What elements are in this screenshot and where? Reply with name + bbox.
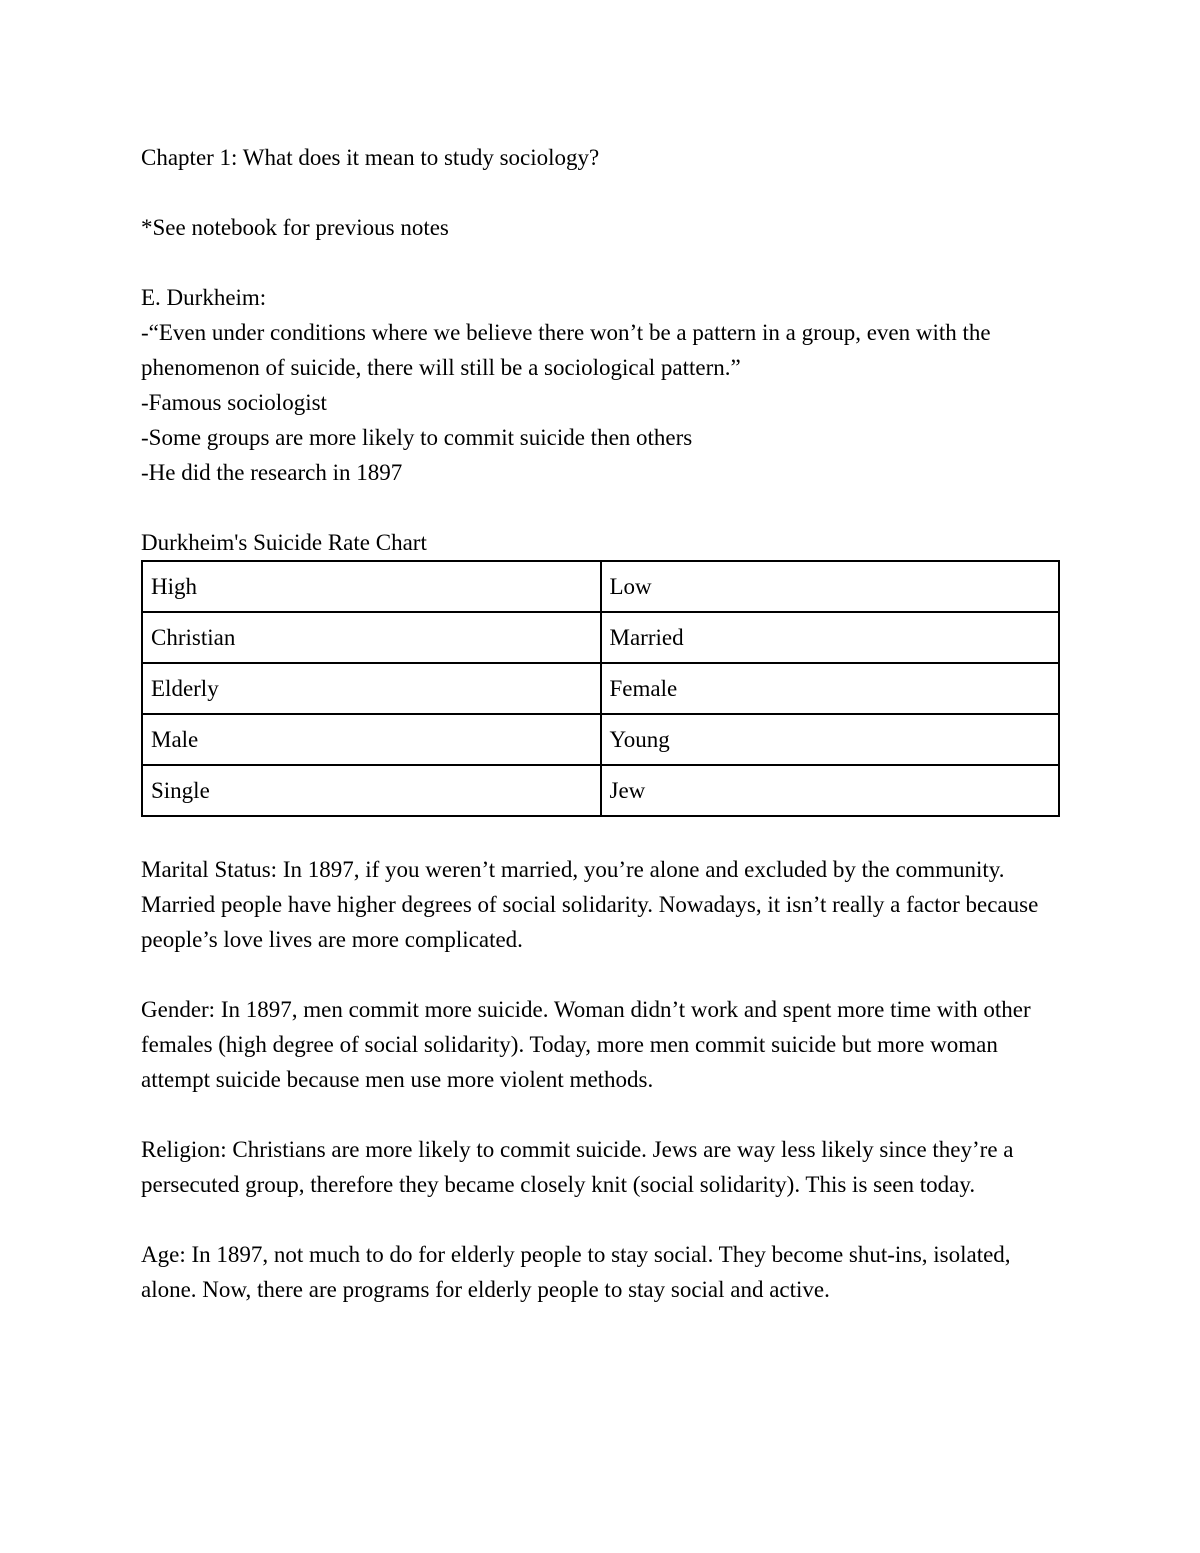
table-cell: Christian xyxy=(142,612,601,663)
suicide-rate-table xyxy=(141,560,1060,817)
chapter-title: Chapter 1: What does it mean to study sociology? xyxy=(141,145,600,170)
table-row xyxy=(142,714,1059,765)
table-cell: Married xyxy=(601,612,1060,663)
table-cell: Male xyxy=(142,714,601,765)
document-page xyxy=(141,140,1061,1307)
durkheim-bullet-research: -He did the research in 1897 xyxy=(141,460,403,485)
durkheim-bullet-famous: -Famous sociologist xyxy=(141,390,327,415)
table-cell: Jew xyxy=(601,765,1060,816)
table-cell: Low xyxy=(601,561,1060,612)
durkheim-bullet-groups: -Some groups are more likely to commit suicide then others xyxy=(141,425,693,450)
durkheim-section xyxy=(141,280,1061,490)
durkheim-quote: -“Even under conditions where we believe there won’t be a pattern in a group, even with the phenomenon of suicide, there will still be a sociological pattern.” xyxy=(141,320,991,380)
table-row xyxy=(142,663,1059,714)
durkheim-heading: E. Durkheim: xyxy=(141,285,267,310)
table-cell: High xyxy=(142,561,601,612)
paragraph-marital-status: Marital Status: In 1897, if you weren’t married, you’re alone and excluded by the community. Married people have higher degrees of social solidarity. Nowadays, it isn’t really a factor because people’s love lives are more complicated. xyxy=(141,857,1039,952)
table-cell: Single xyxy=(142,765,601,816)
table-title: Durkheim's Suicide Rate Chart xyxy=(141,530,427,555)
paragraph-age: Age: In 1897, not much to do for elderly people to stay social. They become shut-ins, isolated, alone. Now, there are programs for elderly people to stay social and active. xyxy=(141,1242,1011,1302)
table-row xyxy=(142,561,1059,612)
notebook-note: *See notebook for previous notes xyxy=(141,215,449,240)
table-cell: Young xyxy=(601,714,1060,765)
paragraph-gender: Gender: In 1897, men commit more suicide. Woman didn’t work and spent more time with other females (high degree of social solidarity). Today, more men commit suicide but more woman attempt suicide because men use more violent methods. xyxy=(141,997,1031,1092)
table-cell: Elderly xyxy=(142,663,601,714)
table-row xyxy=(142,765,1059,816)
table-cell: Female xyxy=(601,663,1060,714)
paragraph-religion: Religion: Christians are more likely to commit suicide. Jews are way less likely since they’re a persecuted group, therefore they became closely knit (social solidarity). This is seen today. xyxy=(141,1137,1014,1197)
table-row xyxy=(142,612,1059,663)
